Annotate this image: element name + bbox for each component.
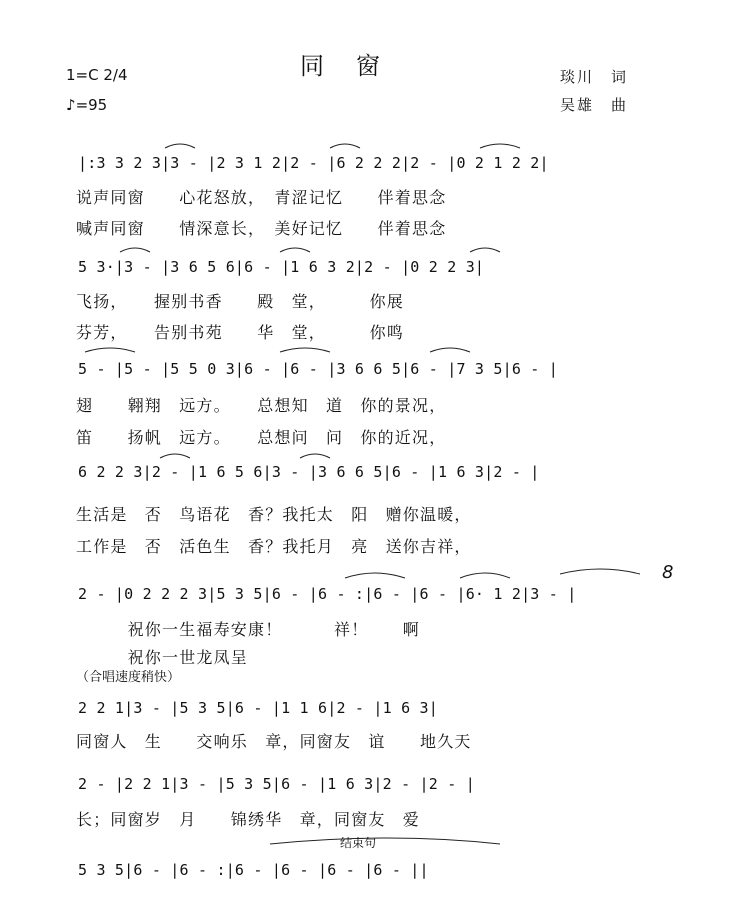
- lyric-line-2b: 芬芳， 告别书苑 华 堂， 你鸣: [76, 323, 405, 342]
- notation-line-3: 5 - |5 - |5 5 0 3|6 - |6 - |3 6 6 5|6 - |7 3 5|6 - |: [78, 360, 558, 378]
- notation-line-8: 5 3 5|6 - |6 - :|6 - |6 - |6 - |6 - ||: [78, 861, 429, 879]
- notation-line-2: 5 3·|3 - |3 6 5 6|6 - |1 6 3 2|2 - |0 2 2 3|: [78, 258, 485, 276]
- lyric-line-3b: 笛 扬帆 远方。 总想问 问 你的近况，: [76, 428, 447, 447]
- lyric-line-6: 同窗人 生 交响乐 章，同窗友 谊 地久天: [76, 732, 472, 751]
- lyric-line-2a: 飞扬， 握别书香 殿 堂， 你展: [76, 292, 405, 311]
- notation-line-4: 6 2 2 3|2 - |1 6 5 6|3 - |3 6 6 5|6 - |1 6 3|2 - |: [78, 463, 540, 481]
- lyric-line-7: 长；同窗岁 月 锦绣华 章，同窗友 爱: [76, 810, 421, 829]
- lyric-line-5a: 祝你一生福寿安康！ 祥！ 啊: [76, 620, 421, 639]
- key-signature: 1=C 2/4: [66, 66, 128, 84]
- composer-credit: 吴雄 曲: [560, 96, 629, 114]
- notation-line-1: |:3 3 2 3|3 - |2 3 1 2|2 - |6 2 2 2|2 - |0 2 1 2 2|: [78, 154, 549, 172]
- lyric-line-4a: 生活是 否 鸟语花 香？我托太 阳 赠你温暖，: [76, 505, 472, 524]
- tempo-marking: ♪=95: [66, 96, 108, 114]
- page-mark: 8: [662, 562, 674, 583]
- lyric-line-3a: 翅 翱翔 远方。 总想知 道 你的景况，: [76, 396, 447, 415]
- lyric-line-5b: 祝你一世龙凤呈: [76, 648, 249, 667]
- notation-line-6: 2 2 1|3 - |5 3 5|6 - |1 1 6|2 - |1 6 3|: [78, 699, 438, 717]
- notation-line-7: 2 - |2 2 1|3 - |5 3 5|6 - |1 6 3|2 - |2 - |: [78, 775, 475, 793]
- lyric-line-1a: 说声同窗 心花怒放， 青涩记忆 伴着思念: [76, 188, 447, 207]
- lyric-line-4b: 工作是 否 活色生 香？我托月 亮 送你吉祥，: [76, 537, 472, 556]
- page-title: 同 窗: [300, 52, 384, 80]
- lyricist-credit: 琰川 词: [560, 68, 629, 86]
- chorus-note: （合唱速度稍快）: [76, 670, 181, 685]
- notation-line-5: 2 - |0 2 2 2 3|5 3 5|6 - |6 - :|6 - |6 - |6· 1 2|3 - |: [78, 585, 577, 603]
- ending-label: 结束句: [340, 836, 377, 850]
- lyric-line-1b: 喊声同窗 情深意长， 美好记忆 伴着思念: [76, 219, 447, 238]
